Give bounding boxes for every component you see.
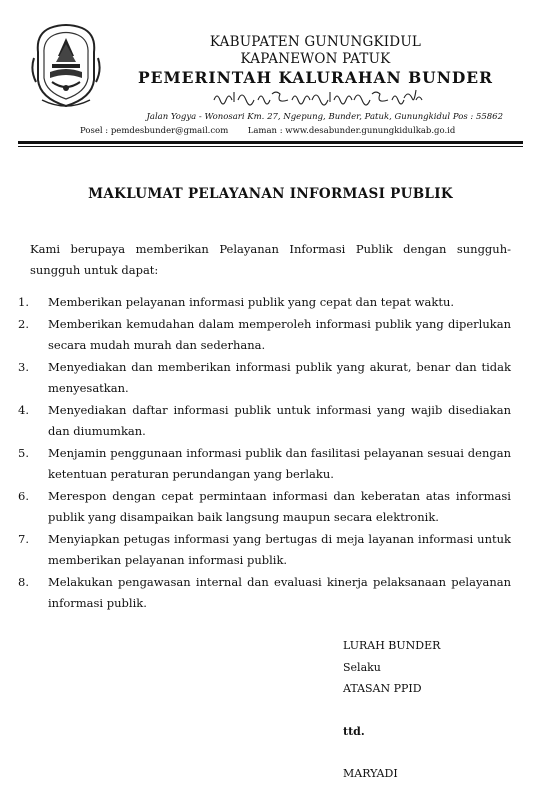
letterhead-divider-thin — [18, 146, 523, 147]
list-item-number: 3. — [18, 359, 29, 374]
list-item — [18, 529, 511, 572]
intro-paragraph: Kami berupaya memberikan Pelayanan Informasi Publik dengan sungguh-sungguh untuk dapat: — [30, 242, 511, 277]
letterhead-divider-thick — [18, 141, 523, 144]
list-item — [18, 314, 511, 357]
signature-block — [343, 635, 440, 785]
list-item — [18, 572, 511, 615]
list-item — [18, 400, 511, 443]
office-website: Laman : www.desabunder.gunungkidulkab.go.id — [247, 126, 456, 136]
list-item — [18, 292, 511, 314]
office-email: Posel : pemdesbunder@gmail.com — [80, 126, 229, 136]
javanese-script-line — [0, 86, 541, 108]
signer-name: MARYADI — [343, 767, 398, 780]
list-item-number: 4. — [18, 402, 29, 417]
list-item — [18, 486, 511, 529]
signer-role: ATASAN PPID — [343, 682, 422, 695]
list-item-text: Memberikan pelayanan informasi publik yang cepat dan tepat waktu. — [48, 295, 455, 309]
district-name: KAPANEWON PATUK — [240, 51, 391, 67]
signature-mark: ttd. — [343, 724, 365, 738]
list-item-number: 1. — [18, 295, 29, 309]
commitment-list — [18, 292, 511, 615]
signer-position: LURAH BUNDER — [343, 639, 441, 652]
list-item-text: Menjamin penggunaan informasi publik dan fasilitasi pelayanan sesuai dengan ketentuan peraturan perundangan yang berlaku. — [48, 445, 511, 481]
list-item-number: 2. — [18, 316, 29, 331]
list-item-number: 8. — [18, 574, 29, 589]
document-title: MAKLUMAT PELAYANAN INFORMASI PUBLIK — [88, 186, 453, 202]
list-item-number: 7. — [18, 531, 29, 546]
list-item — [18, 357, 511, 400]
list-item-number: 5. — [18, 445, 29, 460]
list-item-text: Menyediakan dan memberikan informasi publik yang akurat, benar dan tidak menyesatkan. — [48, 359, 511, 395]
list-item-text: Menyediakan daftar informasi publik untuk informasi yang wajib disediakan dan diumumkan. — [48, 402, 511, 438]
signer-as: Selaku — [343, 660, 381, 674]
list-item-number: 6. — [18, 488, 29, 503]
list-item-text: Melakukan pengawasan internal dan evaluasi kinerja pelaksanaan pelayanan informasi publik. — [48, 574, 511, 610]
list-item-text: Menyiapkan petugas informasi yang bertugas di meja layanan informasi untuk memberikan pelayanan informasi publik. — [48, 531, 511, 567]
letterhead — [110, 34, 521, 88]
office-contact-line — [0, 125, 541, 137]
office-address: Jalan Yogya - Wonosari Km. 27, Ngepung, Bunder, Patuk, Gunungkidul Pos : 55862 — [146, 112, 503, 122]
letterhead-contact — [0, 111, 541, 137]
office-name: PEMERINTAH KALURAHAN BUNDER — [138, 68, 493, 87]
list-item — [18, 443, 511, 486]
list-item-text: Merespon dengan cepat permintaan informasi dan keberatan atas informasi publik yang disampaikan baik langsung maupun secara elektronik. — [48, 488, 511, 524]
list-item-text: Memberikan kemudahan dalam memperoleh informasi publik yang diperlukan secara mudah murah dan sederhana. — [48, 316, 511, 352]
regency-name: KABUPATEN GUNUNGKIDUL — [209, 34, 422, 50]
